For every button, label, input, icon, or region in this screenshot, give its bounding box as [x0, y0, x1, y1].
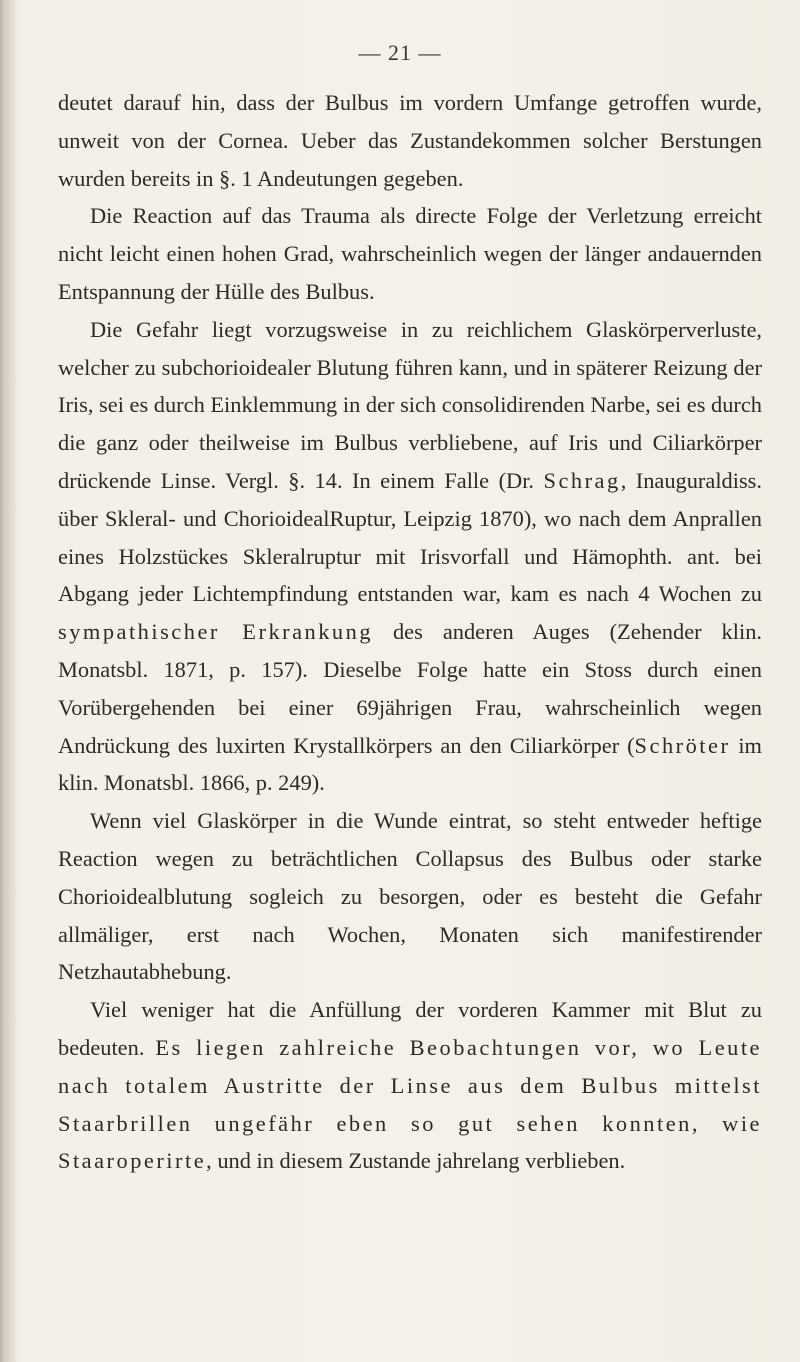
text-segment: im klin. Monatsbl. 1866, p. 249).	[58, 732, 762, 796]
text-segment: des anderen Auges (Zehender klin. Monatsbl. 1871, p. 157). Dieselbe Folge hatte ein Stoss durch einen Vorübergehenden bei einer 69jährigen Frau, wahrscheinlich wegen Andrückung des luxirten Krystallkörpers an den Ciliarkörper (	[58, 619, 762, 758]
emphasis-spaced-text: sympathischer Erkrankung	[58, 619, 374, 645]
emphasis-spaced-text: Es liegen zahlreiche Beobachtungen vor, wo Leute nach totalem Austritte der Linse aus dem Bulbus mittelst Staarbrillen ungefähr eben so gut sehen konnten, wie Staaroperirte	[58, 1034, 762, 1174]
text-segment: , und in diesem Zustande jahrelang verblieben.	[206, 1148, 626, 1174]
text-segment: Wenn viel Glaskörper in die Wunde eintrat, so steht entweder heftige Reaction wegen zu beträchtlichen Collapsus des Bulbus oder starke Chorioidealblutung sogleich zu besorgen, oder es besteht die Gefahr allmäliger, erst nach Wochen, Monaten sich manifestirender Netzhautabhebung.	[58, 808, 762, 985]
body-text	[58, 84, 762, 1180]
page-spine-shadow	[0, 0, 18, 1362]
paragraph-3	[58, 311, 762, 802]
paragraph-1	[58, 84, 762, 197]
text-segment: Die Gefahr liegt vorzugsweise in zu reichlichem Glaskörperverluste, welcher zu subchorioidealer Blutung führen kann, und in späterer Reizung der Iris, sei es durch Einklemmung in der sich consolidirenden Narbe, sei es durch die ganz oder theilweise im Bulbus verbliebene, auf Iris und Ciliarkörper drückende Linse. Vergl. §. 14. In einem Falle (Dr.	[58, 316, 762, 493]
text-segment: Die Reaction auf das Trauma als directe Folge der Verletzung erreicht nicht leicht einen hohen Grad, wahrscheinlich wegen der länger andauernden Entspannung der Hülle des Bulbus.	[58, 203, 762, 304]
text-segment: deutet darauf hin, dass der Bulbus im vordern Umfange getroffen wurde, unweit von der Cornea. Ueber das Zustandekommen solcher Berstungen wurden bereits in §. 1 Andeutungen gegeben.	[58, 90, 762, 191]
paragraph-4	[58, 802, 762, 991]
paragraph-5	[58, 991, 762, 1180]
text-segment: , Inauguraldiss. über Skleral- und ChorioidealRuptur, Leipzig 1870), wo nach dem Anprallen eines Holzstückes Skleralruptur mit Irisvorfall und Hämophth. ant. bei Abgang jeder Lichtempfindung entstanden war, kam es nach 4 Wochen zu	[58, 467, 762, 607]
page-number: — 21 —	[358, 40, 442, 65]
emphasis-spaced-text: Schröter	[634, 732, 731, 758]
text-segment: Viel weniger hat die Anfüllung der vorderen Kammer mit Blut zu bedeuten.	[58, 997, 762, 1060]
paragraph-2	[58, 197, 762, 310]
emphasis-spaced-text: Schrag	[543, 467, 621, 493]
